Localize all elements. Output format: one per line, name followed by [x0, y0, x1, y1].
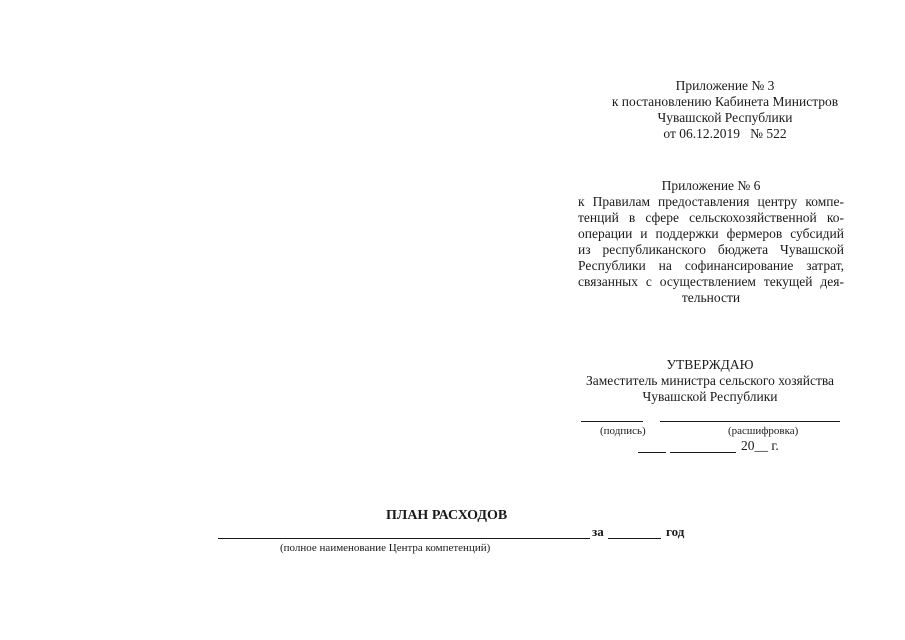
appendix-6-line: из республиканского бюджета Чувашской — [578, 242, 844, 257]
appendix-3-header — [590, 78, 860, 142]
appendix-3-republic: Чувашской Республики — [657, 110, 793, 125]
plan-year-label: год — [666, 524, 685, 539]
signature-caption: (подпись) — [600, 425, 646, 437]
plan-year-line — [608, 538, 661, 539]
center-name-line — [218, 538, 590, 539]
appendix-6-line: тенций в сфере сельскохозяйственной ко- — [578, 210, 844, 225]
appendix-3-title: Приложение № 3 — [675, 78, 775, 93]
appendix-6-line: связанных с осуществлением текущей дея- — [578, 274, 844, 289]
approval-position: Заместитель министра сельского хозяйства — [585, 373, 835, 388]
approval-block — [570, 357, 850, 405]
appendix-6-line: операции и поддержки фермеров субсидий — [578, 226, 844, 241]
approval-heading: УТВЕРЖДАЮ — [666, 357, 754, 372]
signature-line — [581, 421, 643, 422]
date-month-line — [670, 452, 736, 453]
appendix-6-last-line: тельности — [681, 290, 741, 305]
appendix-6-line: Республики на софинансирование затрат, — [578, 258, 844, 273]
appendix-3-date-number: от 06.12.2019 № 522 — [663, 126, 787, 141]
appendix-3-reference: к постановлению Кабинета Министров — [611, 94, 839, 109]
date-year-text: 20__ г. — [741, 438, 779, 453]
appendix-6-title: Приложение № 6 — [661, 178, 761, 193]
appendix-6-line: к Правилам предоставления центру компе- — [578, 194, 844, 209]
decode-line — [660, 421, 840, 422]
decode-caption: (расшифровка) — [728, 425, 799, 437]
center-name-caption: (полное наименование Центра компетенций) — [280, 542, 491, 554]
date-day-line — [638, 452, 666, 453]
approval-organization: Чувашской Республики — [642, 389, 778, 404]
plan-title: ПЛАН РАСХОДОВ — [386, 508, 508, 523]
appendix-6-header — [578, 178, 844, 306]
plan-for-label: за — [592, 524, 604, 539]
